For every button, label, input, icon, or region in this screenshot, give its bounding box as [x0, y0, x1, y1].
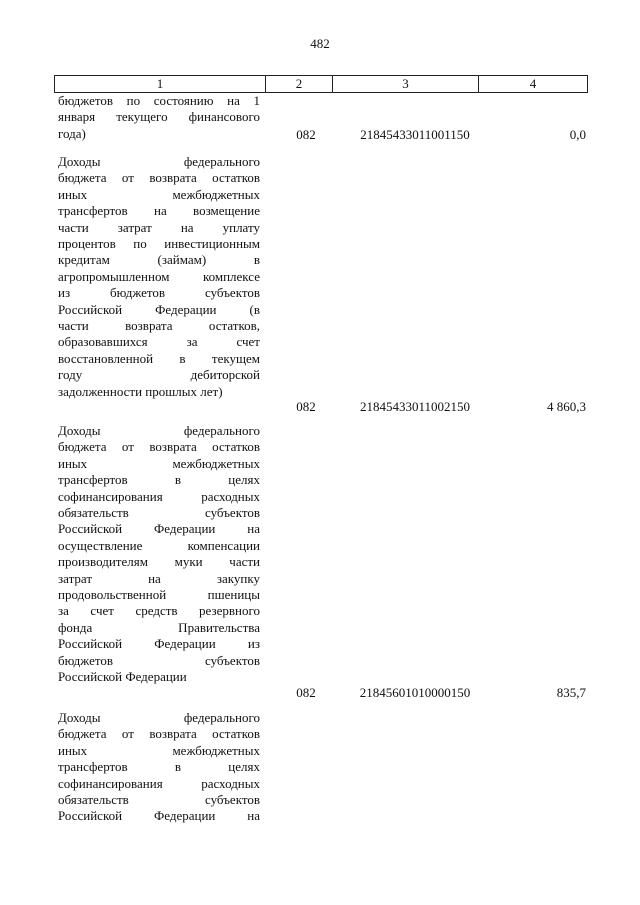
desc-line: агропромышленном комплексе: [58, 268, 260, 284]
desc-line: бюджета от возврата остатков: [58, 439, 260, 455]
desc-line: осуществление компенсации: [58, 537, 260, 553]
row-description: [58, 93, 260, 142]
desc-line: Российской Федерации на: [58, 808, 260, 824]
row-amount: 835,7: [556, 685, 586, 700]
column-header-1: 1: [55, 76, 266, 93]
desc-line: января текущего финансового: [58, 109, 260, 125]
desc-line: Российской Федерации из: [58, 636, 260, 652]
desc-line: Российской Федерации (в: [58, 301, 260, 317]
desc-line: Доходы федерального: [58, 710, 260, 725]
row-description: [58, 154, 260, 400]
desc-line: трансфертов в целях: [58, 759, 260, 775]
desc-line: софинансирования расходных: [58, 775, 260, 791]
column-header-2: 2: [266, 76, 333, 93]
desc-line: обязательств субъектов: [58, 792, 260, 808]
desc-line: иных межбюджетных: [58, 186, 260, 202]
desc-line: трансфертов в целях: [58, 472, 260, 488]
column-header-4: 4: [479, 76, 588, 93]
desc-line: иных межбюджетных: [58, 742, 260, 758]
desc-line: задолженности прошлых лет): [58, 383, 223, 399]
desc-line: Доходы федерального: [58, 154, 260, 169]
desc-line: кредитам (займам) в: [58, 252, 260, 268]
desc-line: Российской Федерации на: [58, 521, 260, 537]
row-kbk: 21845433011001150: [360, 127, 470, 142]
desc-line: за счет средств резервного: [58, 603, 260, 619]
desc-line: бюджетов субъектов: [58, 652, 260, 668]
desc-line: Доходы федерального: [58, 423, 260, 438]
desc-line: году дебиторской: [58, 367, 260, 383]
page-number: 482: [310, 36, 330, 51]
desc-line: из бюджетов субъектов: [58, 285, 260, 301]
desc-line: процентов по инвестиционным: [58, 236, 260, 252]
desc-line: года): [58, 125, 86, 141]
desc-line: софинансирования расходных: [58, 488, 260, 504]
desc-line: фонда Правительства: [58, 619, 260, 635]
desc-line: бюджетов по состоянию на 1: [58, 93, 260, 108]
row-code: 082: [296, 127, 316, 142]
column-header-3: 3: [333, 76, 479, 93]
desc-line: трансфертов на возмещение: [58, 203, 260, 219]
desc-line: бюджета от возврата остатков: [58, 726, 260, 742]
row-code: 082: [296, 685, 316, 700]
desc-line: продовольственной пшеницы: [58, 587, 260, 603]
column-header-table: [54, 75, 588, 93]
row-kbk: 21845433011002150: [359, 399, 471, 414]
desc-line: бюджета от возврата остатков: [58, 170, 260, 186]
desc-line: восстановленной в текущем: [58, 350, 260, 366]
row-code: 082: [296, 399, 316, 414]
desc-line: иных межбюджетных: [58, 455, 260, 471]
row-amount: 4 860,3: [547, 399, 586, 414]
row-description: [58, 710, 260, 825]
desc-line: Российской Федерации: [58, 669, 187, 685]
desc-line: обязательств субъектов: [58, 505, 260, 521]
desc-line: затрат на закупку: [58, 570, 260, 586]
desc-line: образовавшихся за счет: [58, 334, 260, 350]
desc-line: части затрат на уплату: [58, 219, 260, 235]
desc-line: части возврата остатков,: [58, 318, 260, 334]
row-description: [58, 423, 260, 686]
desc-line: производителям муки части: [58, 554, 260, 570]
row-kbk: 21845601010000150: [359, 685, 471, 700]
row-amount: 0,0: [569, 127, 586, 142]
